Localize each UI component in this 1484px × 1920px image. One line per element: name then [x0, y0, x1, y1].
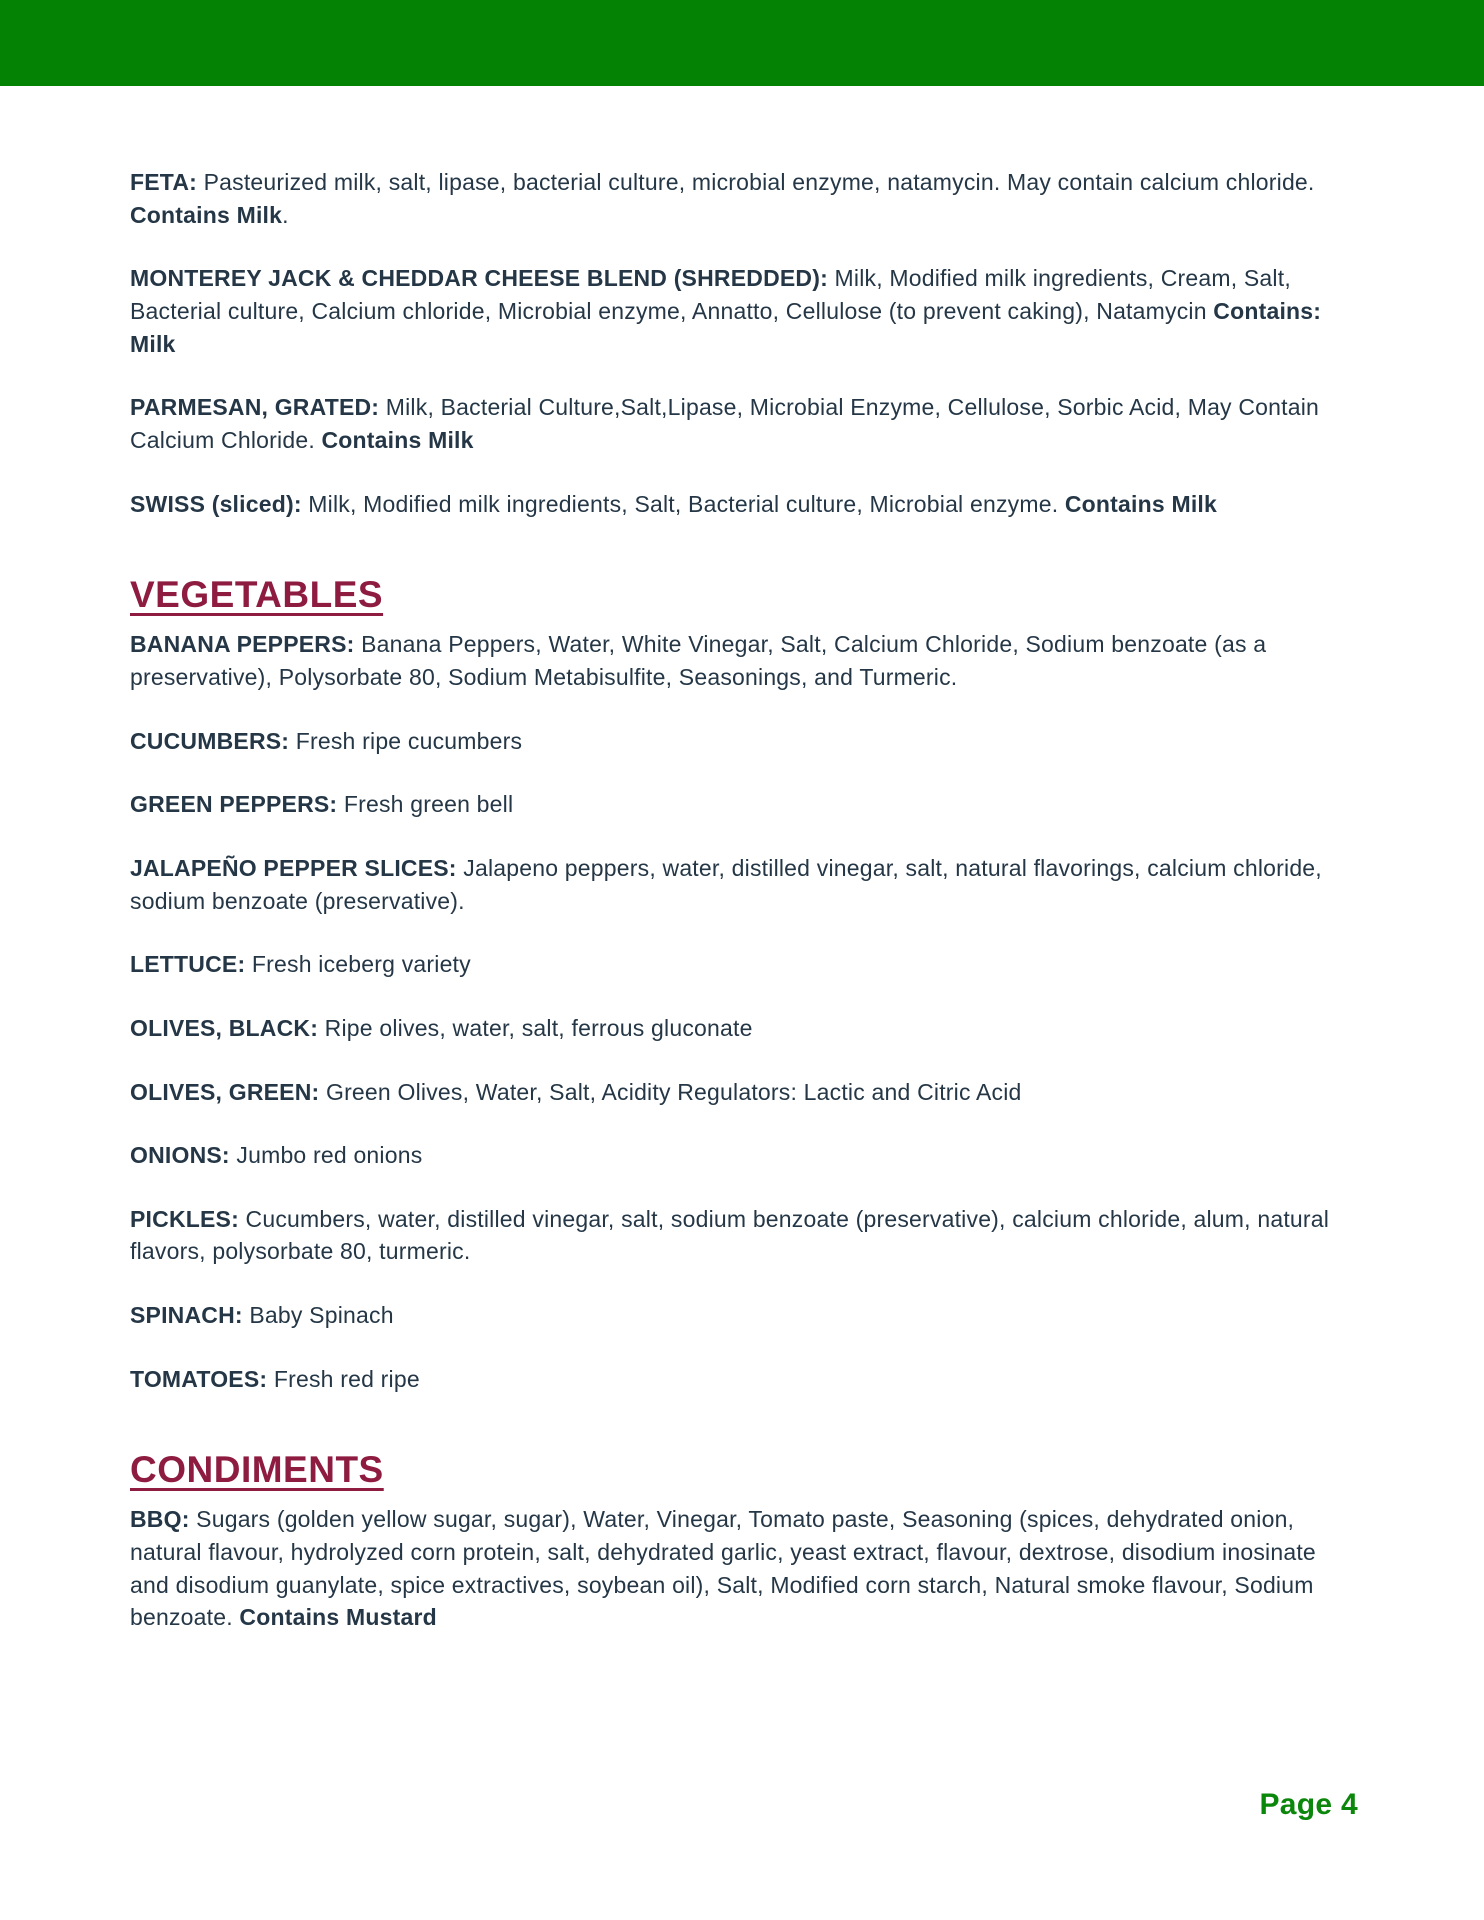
header-bar — [0, 0, 1484, 86]
entry-label-bold: Contains Milk — [1064, 490, 1217, 517]
entry-text: Cucumbers, water, distilled vinegar, salt, sodium benzoate (preservative), calcium chloride, alum, natural flavors, polysorbate 80, turmeric. — [130, 1205, 1330, 1265]
entry-label-bold: Contains Mustard — [239, 1604, 437, 1631]
entry-text: Milk, Modified milk ingredients, Cream, Salt, Bacterial culture, Calcium chloride, Microbial enzyme, Annatto, Cellulose (to prevent caking), Natamycin — [130, 265, 1291, 324]
ingredient-entry — [130, 1139, 1356, 1172]
ingredient-section — [130, 1449, 1356, 1634]
entry-label-bold: PICKLES: — [130, 1205, 239, 1232]
ingredient-entry — [130, 788, 1356, 821]
entry-label-bold: SWISS (sliced): — [130, 490, 302, 517]
ingredient-entry — [130, 948, 1356, 981]
entry-label-bold: MONTEREY JACK & CHEDDAR CHEESE BLEND (SHREDDED): — [130, 265, 828, 292]
entry-text: Pasteurized milk, salt, lipase, bacterial culture, microbial enzyme, natamycin. May contain calcium chloride. — [197, 169, 1315, 195]
entry-label-bold: Contains Milk — [130, 201, 283, 228]
entry-text: Fresh green bell — [337, 791, 514, 818]
ingredient-entry — [130, 1299, 1356, 1332]
ingredient-entry — [130, 391, 1356, 456]
entry-text: Milk, Bacterial Culture,Salt,Lipase, Microbial Enzyme, Cellulose, Sorbic Acid, May Contain Calcium Chloride. — [130, 394, 1320, 453]
ingredient-entry — [130, 628, 1356, 693]
page-number: Page 4 — [1259, 1788, 1358, 1821]
ingredient-section — [130, 166, 1356, 520]
ingredient-entry — [130, 1363, 1356, 1396]
entry-label-bold: ONIONS: — [130, 1142, 230, 1169]
entry-label-bold: OLIVES, BLACK: — [130, 1014, 319, 1041]
ingredient-entry — [130, 262, 1356, 360]
entry-label-bold: FETA: — [130, 169, 198, 195]
entry-text: Jumbo red onions — [229, 1142, 423, 1169]
ingredient-entry — [130, 852, 1356, 917]
entry-label-bold: GREEN PEPPERS: — [130, 791, 338, 818]
entry-text: Banana Peppers, Water, White Vinegar, Salt, Calcium Chloride, Sodium benzoate (as a preservative), Polysorbate 80, Sodium Metabisulfite, Seasonings, and Turmeric. — [130, 631, 1267, 690]
ingredient-entry — [130, 166, 1356, 231]
entry-text: . — [282, 201, 289, 228]
entry-text: Fresh ripe cucumbers — [289, 727, 523, 754]
entry-text: Fresh red ripe — [267, 1365, 420, 1392]
entry-label-bold: CUCUMBERS: — [130, 727, 290, 754]
entry-text: Baby Spinach — [242, 1302, 394, 1329]
entry-label-bold: SPINACH: — [130, 1302, 243, 1329]
ingredient-entry — [130, 725, 1356, 758]
entry-label-bold: Contains: Milk — [130, 297, 1322, 357]
section-heading: CONDIMENTS — [130, 1449, 384, 1491]
ingredient-entry — [130, 1012, 1356, 1045]
ingredient-section — [130, 574, 1356, 1395]
entry-label-bold: Contains Milk — [321, 426, 474, 453]
entry-text: Sugars (golden yellow sugar, sugar), Water, Vinegar, Tomato paste, Seasoning (spices, dehydrated onion, natural flavour, hydrolyzed corn protein, salt, dehydrated garlic, yeast extract, flavour, dextrose, disodium inosinate and disodium guanylate, spice extractives, soybean oil), Salt, Modified corn starch, Natural smoke flavour, Sodium benzoate. — [130, 1506, 1316, 1631]
entry-text: Jalapeno peppers, water, distilled vinegar, salt, natural flavorings, calcium chloride, sodium benzoate (preservative). — [130, 854, 1322, 914]
entry-label-bold: LETTUCE: — [130, 951, 246, 978]
document-content — [0, 86, 1484, 1634]
entry-text: Milk, Modified milk ingredients, Salt, Bacterial culture, Microbial enzyme. — [301, 490, 1065, 517]
entry-label-bold: JALAPEÑO PEPPER SLICES: — [130, 854, 457, 881]
ingredient-entry — [130, 1503, 1356, 1634]
entry-text: Ripe olives, water, salt, ferrous gluconate — [318, 1014, 753, 1041]
entry-label-bold: BANANA PEPPERS: — [130, 631, 355, 658]
ingredient-entry — [130, 1076, 1356, 1109]
entry-label-bold: PARMESAN, GRATED: — [130, 394, 380, 421]
entry-label-bold: TOMATOES: — [130, 1365, 268, 1392]
entry-text: Fresh iceberg variety — [245, 951, 471, 978]
ingredient-entry — [130, 1203, 1356, 1268]
entry-label-bold: OLIVES, GREEN: — [130, 1078, 320, 1105]
entry-text: Green Olives, Water, Salt, Acidity Regulators: Lactic and Citric Acid — [319, 1078, 1022, 1105]
ingredient-entry — [130, 488, 1356, 521]
entry-label-bold: BBQ: — [130, 1506, 190, 1533]
section-heading: VEGETABLES — [130, 574, 384, 616]
